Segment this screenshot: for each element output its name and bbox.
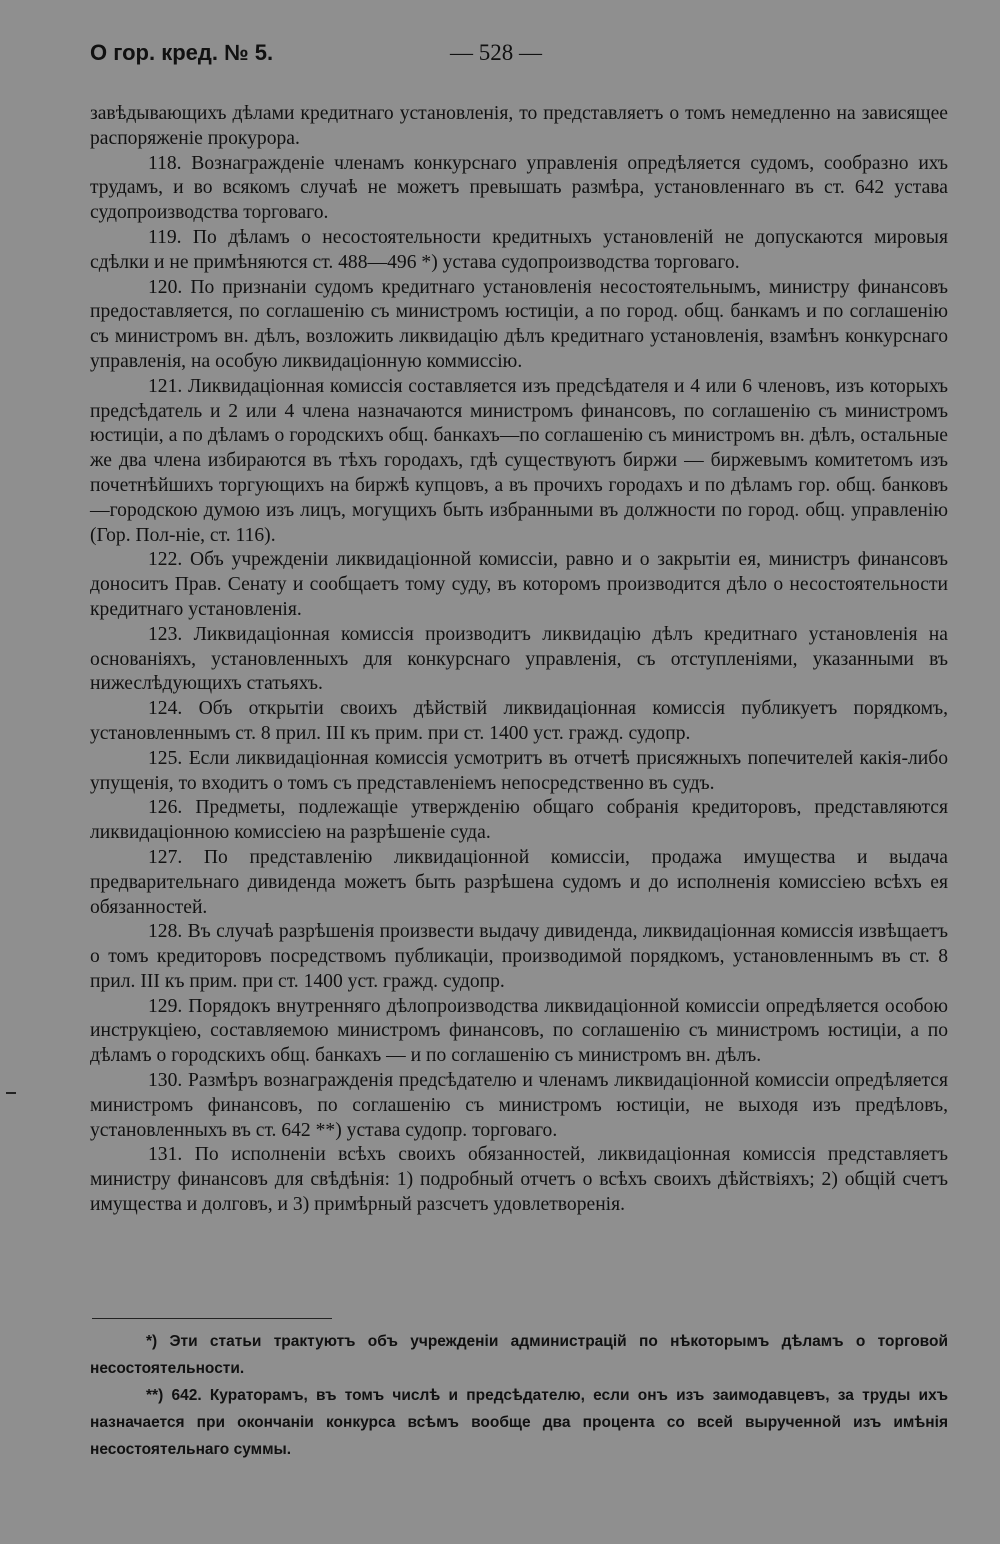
paragraph: 119. По дѣламъ о несостоятельности кредитныхъ установленій не допускаются мировыя сдѣлки и не примѣняются ст. 488—496 *) устава судопроизводства торговаго. xyxy=(90,226,948,273)
footnote: *) Эти статьи трактуютъ объ учрежденіи администрацій по нѣкоторымъ дѣламъ о торговой несостоятельности. xyxy=(90,1333,948,1377)
page-number: — 528 — xyxy=(450,40,542,65)
paragraph: 120. По признаніи судомъ кредитнаго установленія несостоятельнымъ, министру финансовъ предоставляется, по соглашенію съ министромъ юстиціи, а по город. общ. банкамъ и по соглашенію съ министромъ вн. дѣлъ, возложить ликвидацію дѣлъ кредитнаго установленія, взамѣнъ конкурснаго управленія, на особую ликвидаціонную коммиссію. xyxy=(90,276,948,372)
body-text xyxy=(90,102,948,1218)
paragraph: завѣдывающихъ дѣлами кредитнаго установленія, то представляетъ о томъ немедленно на зависящее распоряженіе прокурора. xyxy=(90,103,948,149)
paragraph: 127. По представленію ликвидаціонной комиссіи, продажа имущества и выдача предварительнаго дивиденда можетъ быть разрѣшена судомъ и до исполненія комиссіею всѣхъ ея обязанностей. xyxy=(90,846,948,918)
footnote-divider xyxy=(92,1318,332,1319)
running-title: О гор. кред. № 5. xyxy=(90,40,274,65)
paragraph: 124. Объ открытіи своихъ дѣйствій ликвидаціонная комиссія публикуетъ порядкомъ, установленнымъ ст. 8 прил. III къ прим. при ст. 1400 уст. гражд. судопр. xyxy=(90,698,948,744)
paragraph: 121. Ликвидаціонная комиссія составляется изъ предсѣдателя и 4 или 6 членовъ, изъ которыхъ предсѣдатель и 2 или 4 члена назначаются министромъ финансовъ, по соглашенію съ министромъ юстиціи, а по дѣламъ о городскихъ общ. банкахъ—по соглашенію съ министромъ вн. дѣлъ, остальные же два члена избираются въ тѣхъ городахъ, гдѣ существуютъ биржи — биржевымъ комитетомъ изъ почетнѣйшихъ торгующихъ на биржѣ купцовъ, а въ прочихъ городахъ и по дѣламъ гор. общ. банковъ—городскою думою изъ лицъ, могущихъ быть избранными въ должности по город. общ. управленію (Гор. Пол-ніе, ст. 116). xyxy=(90,375,948,546)
paragraph: 122. Объ учрежденіи ликвидаціонной комиссіи, равно и о закрытіи ея, министръ финансовъ доноситъ Прав. Сенату и сообщаетъ тому суду, въ которомъ производится дѣло о несостоятельности кредитнаго установленія. xyxy=(90,549,948,620)
paragraph: 128. Въ случаѣ разрѣшенія произвести выдачу дивиденда, ликвидаціонная комиссія извѣщаетъ о томъ кредиторовъ посредствомъ публикаціи, производимой порядкомъ, установленнымъ въ ст. 8 прил. III къ прим. при ст. 1400 уст. гражд. судопр. xyxy=(90,921,948,992)
paragraph: 126. Предметы, подлежащіе утвержденію общаго собранія кредиторовъ, представляются ликвидаціонною комиссіею на разрѣшеніе суда. xyxy=(90,797,948,844)
margin-mark xyxy=(6,1092,16,1094)
paragraph: 131. По исполненіи всѣхъ своихъ обязанностей, ликвидаціонная комиссія представляетъ министру финансовъ для свѣдѣнія: 1) подробный отчетъ о всѣхъ своихъ дѣйствіяхъ; 2) общій счетъ имущества и долговъ, и 3) примѣрный разсчетъ удовлетворенія. xyxy=(90,1144,948,1216)
footnotes xyxy=(90,1328,948,1463)
page-header xyxy=(90,40,950,80)
paragraph: 125. Если ликвидаціонная комиссія усмотритъ въ отчетѣ присяжныхъ попечителей какія-либо упущенія, то входитъ о томъ съ представленіемъ непосредственно въ судъ. xyxy=(90,747,948,794)
paragraph: 123. Ликвидаціонная комиссія производитъ ликвидацію дѣлъ кредитнаго установленія на основаніяхъ, установленныхъ для конкурснаго управленія, съ отступленіями, указанными въ нижеслѣдующихъ статьяхъ. xyxy=(90,623,948,695)
paragraph: 129. Порядокъ внутренняго дѣлопроизводства ликвидаціонной комиссіи опредѣляется особою инструкціею, составляемою министромъ финансовъ, по соглашенію съ министромъ юстиціи, а по дѣламъ о городскихъ общ. банкахъ — и по соглашенію съ министромъ вн. дѣлъ. xyxy=(90,995,948,1067)
paragraph: 118. Вознагражденіе членамъ конкурснаго управленія опредѣляется судомъ, сообразно ихъ трудамъ, и во всякомъ случаѣ не можетъ превышать размѣра, установленнаго въ ст. 642 устава судопроизводства торговаго. xyxy=(90,152,948,224)
footnote: **) 642. Кураторамъ, въ томъ числѣ и предсѣдателю, если онъ изъ заимодавцевъ, за труды ихъ назначается при окончаніи конкурса всѣмъ вообще два процента со всей вырученной изъ имѣнія несостоятельнаго суммы. xyxy=(90,1387,948,1458)
paragraph: 130. Размѣръ вознагражденія предсѣдателю и членамъ ликвидаціонной комиссіи опредѣляется министромъ финансовъ, по соглашенію съ министромъ юстиціи, не выходя изъ предѣловъ, установленныхъ въ ст. 642 **) устава судопр. торговаго. xyxy=(90,1070,948,1141)
